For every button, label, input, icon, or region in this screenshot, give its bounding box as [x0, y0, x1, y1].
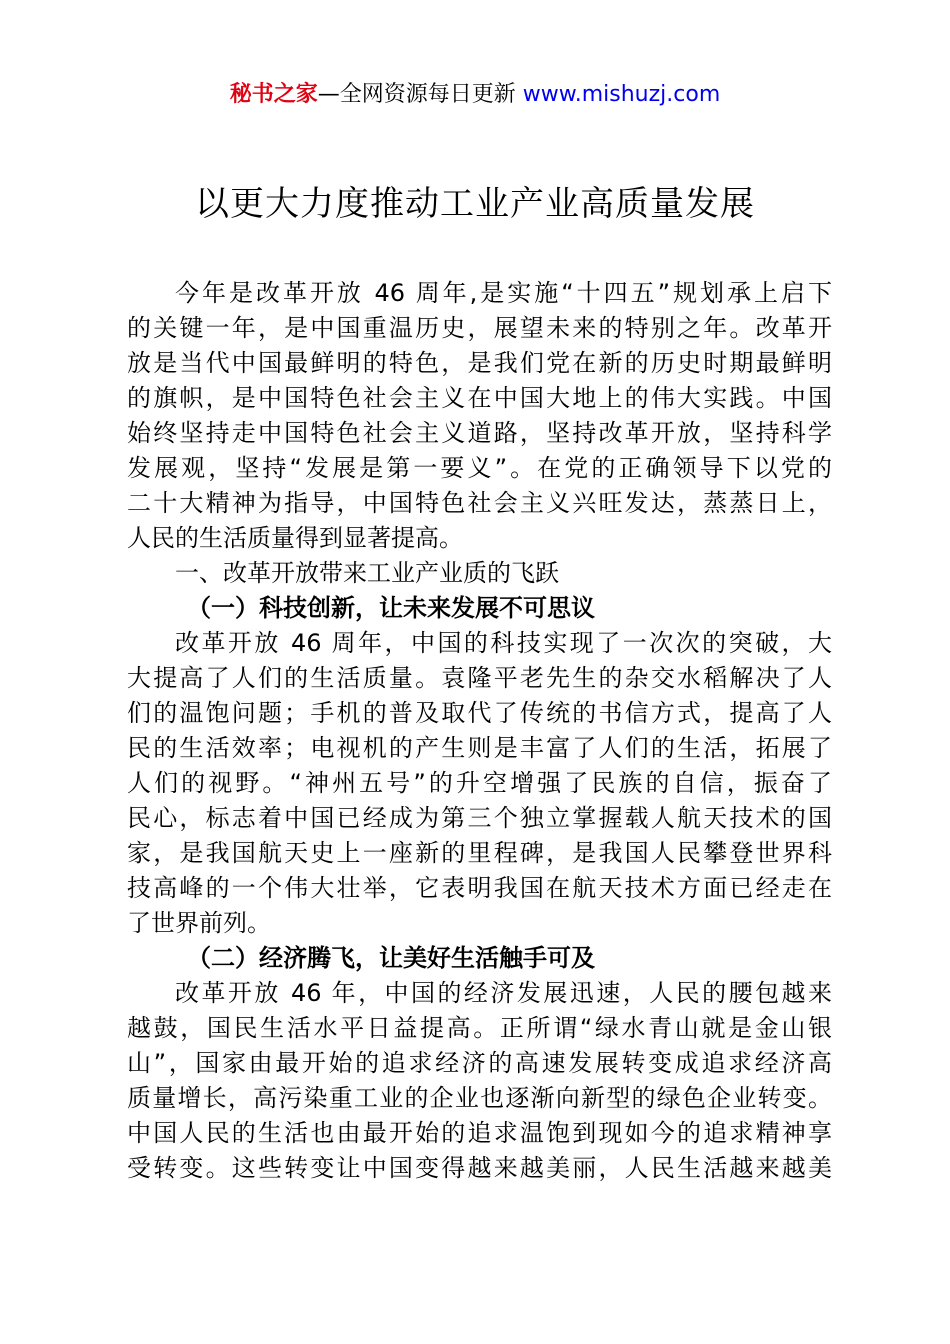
- paragraph-line: 质量增长，高污染重工业的企业也逐渐向新型的绿色企业转变。: [127, 1084, 832, 1112]
- paragraph-line: 始终坚持走中国特色社会主义道路，坚持改革开放，坚持科学: [127, 419, 832, 447]
- paragraph-line: 的旗帜，是中国特色社会主义在中国大地上的伟大实践。中国: [127, 384, 832, 412]
- paragraph-line: 了世界前列。: [127, 909, 271, 937]
- paragraph-line: 改革开放 46 年，中国的经济发展迅速，人民的腰包越来: [175, 979, 832, 1007]
- paragraph-line: 们的温饱问题；手机的普及取代了传统的书信方式，提高了人: [127, 699, 832, 727]
- subsection-heading: （二）经济腾飞，让美好生活触手可及: [187, 944, 595, 972]
- paragraph-line: 人民的生活质量得到显著提高。: [127, 524, 463, 552]
- paragraph-line: 二十大精神为指导，中国特色社会主义兴旺发达，蒸蒸日上，: [127, 489, 832, 517]
- document-body: [127, 276, 832, 1186]
- section-heading: 一、改革开放带来工业产业质的飞跃: [175, 559, 559, 587]
- paragraph-line: 大提高了人们的生活质量。袁隆平老先生的杂交水稻解决了人: [127, 664, 832, 692]
- paragraph-line: 民的生活效率；电视机的产生则是丰富了人们的生活，拓展了: [127, 734, 832, 762]
- paragraph-line: 民心，标志着中国已经成为第三个独立掌握载人航天技术的国: [127, 804, 832, 832]
- subsection-heading: （一）科技创新，让未来发展不可思议: [187, 594, 595, 622]
- document-title: 以更大力度推动工业产业高质量发展: [195, 184, 755, 224]
- paragraph-line: 家，是我国航天史上一座新的里程碑，是我国人民攀登世界科: [127, 839, 832, 867]
- paragraph-line: 中国人民的生活也由最开始的追求温饱到现如今的追求精神享: [127, 1119, 832, 1147]
- paragraph-line: 发展观，坚持“发展是第一要义”。在党的正确领导下以党的: [127, 454, 832, 482]
- site-url-link[interactable]: www.mishuzj.com: [522, 82, 721, 107]
- paragraph-line: 放是当代中国最鲜明的特色，是我们党在新的历史时期最鲜明: [127, 349, 832, 377]
- site-tagline: —全网资源每日更新: [317, 82, 523, 107]
- paragraph-line: 越鼓，国民生活水平日益提高。正所谓“绿水青山就是金山银: [127, 1014, 832, 1042]
- site-brand: 秘书之家: [229, 82, 318, 107]
- paragraph-line: 改革开放 46 周年，中国的科技实现了一次次的突破，大: [175, 629, 832, 657]
- paragraph-line: 山”，国家由最开始的追求经济的高速发展转变成追求经济高: [127, 1049, 832, 1077]
- site-header: [0, 80, 950, 110]
- paragraph-line: 人们的视野。“神州五号”的升空增强了民族的自信，振奋了: [127, 769, 832, 797]
- paragraph-line: 技高峰的一个伟大壮举，它表明我国在航天技术方面已经走在: [127, 874, 832, 902]
- paragraph-line: 今年是改革开放 46 周年,是实施“十四五”规划承上启下: [175, 279, 832, 307]
- paragraph-line: 的关键一年，是中国重温历史，展望未来的特别之年。改革开: [127, 314, 832, 342]
- paragraph-line: 受转变。这些转变让中国变得越来越美丽，人民生活越来越美: [127, 1154, 832, 1182]
